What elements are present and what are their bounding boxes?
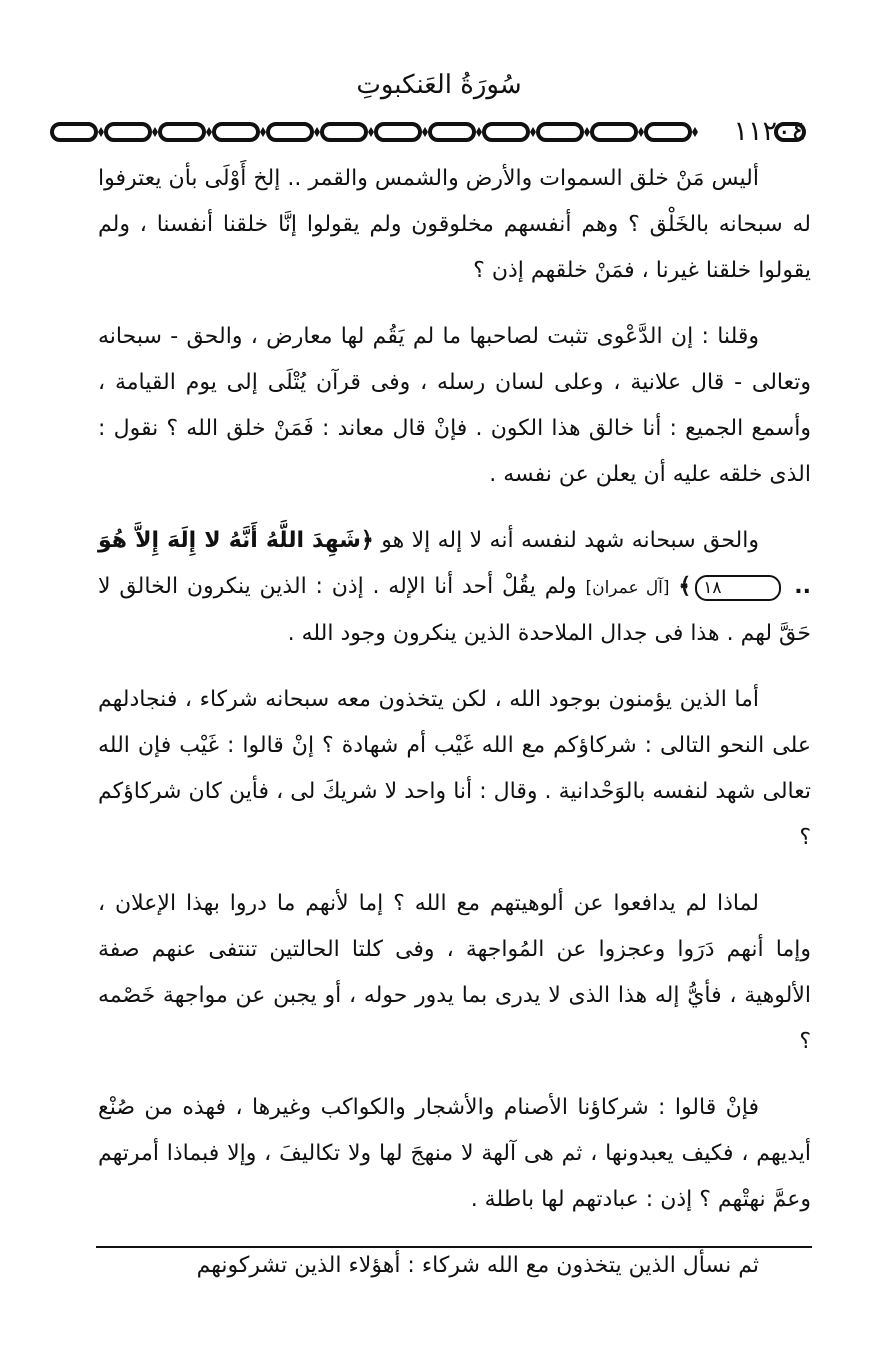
paragraph-4: أما الذين يؤمنون بوجود الله ، لكن يتخذون معه سبحانه شركاء ، فنجادلهم على النحو التالى : شركاؤكم مع الله غَيْب أم شهادة ؟ إنْ قالوا : غَيْب فإن الله تعالى شهد لنفسه بالوَحْدانية . وقال : أنا واحد لا شريكَ لى ، فأين كان شركاؤكم ؟ (98, 687, 811, 850)
surah-reference: [آل عمران] (585, 578, 670, 598)
paragraph-7: ثم نسأل الذين يتخذون مع الله شركاء : أهؤلاء الذين تشركونهم (196, 1253, 759, 1278)
verse-close-bracket: ﴾ (678, 574, 692, 599)
verse-continuation: ولم يقُلْ أحد أنا الإله . إذن : الذين ينكرون الخالق لا حَقَّ لهم . هذا فى جدال الملاحدة الذين ينكرون وجود الله . (98, 574, 811, 646)
page-number: ١١٢٠٤ (733, 116, 806, 147)
chain-border-ornament (48, 116, 808, 148)
ayah-number-marker: ١٨ (695, 575, 781, 601)
surah-title: سُورَةُ العَنكبوتِ (356, 70, 522, 100)
paragraph-2: وقلنا : إن الدَّعْوى تثبت لصاحبها ما لم يَقُم لها معارض ، والحق - سبحانه وتعالى - قال علانية ، وعلى لسان رسله ، وفى قرآن يُتْلَى إلى يوم القيامة ، وأسمع الجميع : أنا خالق هذا الكون . فإنْ قال معاند : فَمَنْ خلق الله ؟ نقول : الذى خلقه عليه أن يعلن عن نفسه . (98, 324, 811, 487)
page-body-text (98, 150, 811, 1309)
paragraph-1: أليس مَنْ خلق السموات والأرض والشمس والقمر .. إلخ أَوْلَى بأن يعترفوا له سبحانه بالخَلْق ؟ وهم أنفسهم مخلوقون ولم يقولوا إنَّا خلقنا أنفسنا ، ولم يقولوا خلقنا غيرنا ، فمَنْ خلقهم إذن ؟ (98, 166, 811, 283)
footer-divider (96, 1246, 812, 1248)
paragraph-5: لماذا لم يدافعوا عن ألوهيتهم مع الله ؟ إما لأنهم ما دروا بهذا الإعلان ، وإما أنهم دَرَوا وعجزوا عن المُواجهة ، وفى كلتا الحالتين تنتفى عنهم صفة الألوهية ، فأيُّ إله هذا الذى لا يدرى بما يدور حوله ، أو يجبن عن مواجهة خَصْمه ؟ (98, 891, 811, 1054)
quran-verse: ﴿شَهِدَ اللَّهُ أَنَّهُ لا إِلَهَ إِلاَّ هُوَ .. (98, 528, 811, 599)
paragraph-6: فإنْ قالوا : شركاؤنا الأصنام والأشجار والكواكب وغيرها ، فهذه من صُنْع أيديهم ، فكيف يعبدونها ، ثم هى آلهة لا منهجَ لها ولا تكاليفَ ، وإلا فبماذا أمرتهم وعمَّ نهتْهم ؟ إذن : عبادتهم لها باطلة . (98, 1095, 811, 1212)
paragraph-3 (98, 518, 811, 657)
verse-intro: والحق سبحانه شهد لنفسه أنه لا إله إلا هو (381, 528, 759, 553)
